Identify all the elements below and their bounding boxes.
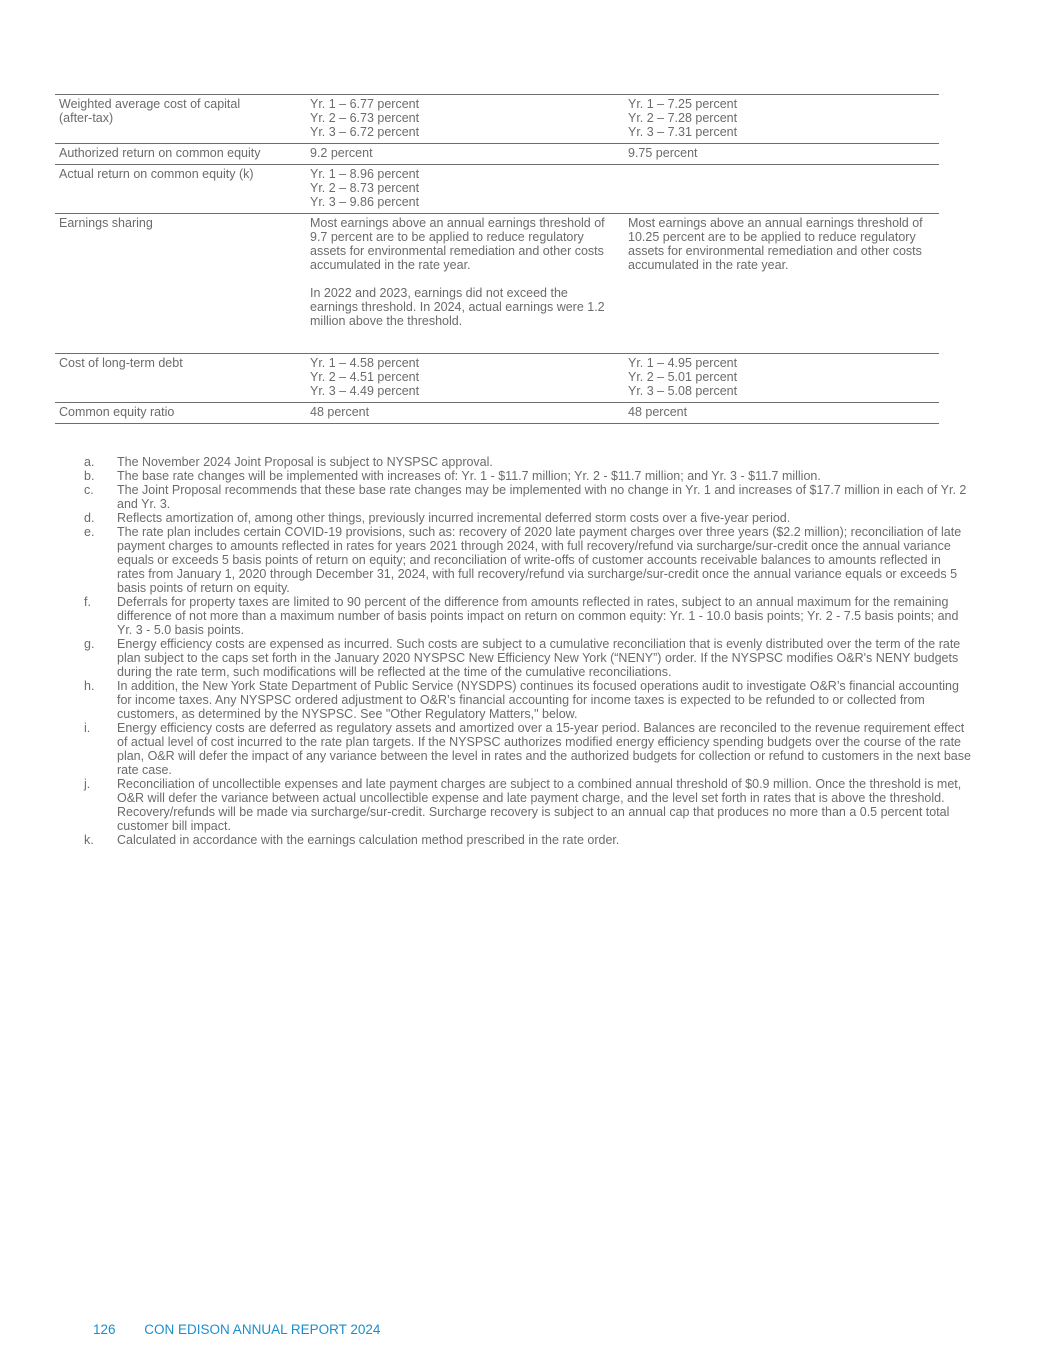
cell-col3 bbox=[624, 165, 939, 214]
row-label: Actual return on common equity (k) bbox=[55, 165, 306, 214]
footnote: b. The base rate changes will be implemented with increases of: Yr. 1 - $11.7 million; Yr. 2 - $11.7 million; and Yr. 3 - $11.7 million. bbox=[84, 469, 821, 483]
footnote: k. Calculated in accordance with the earnings calculation method prescribed in the rate order. bbox=[84, 833, 620, 847]
table-row-cost-of-debt bbox=[55, 354, 939, 403]
cell-col3: Most earnings above an annual earnings threshold of 10.25 percent are to be applied to reduce regulatory assets for environmental remediation and other costs accumulated in the rate year. bbox=[624, 214, 939, 354]
footnote: g. Energy efficiency costs are expensed as incurred. Such costs are subject to a cumulative reconciliation that is evenly distributed over the term of the rate plan subject to the caps set forth in the January 2020 NYSPSC New Efficiency New York (“NENY”) order. If the NYSPSC modifies O&R's NENY budgets during the rate term, such modifications will be reflected at the time of the cumulative reconciliations. bbox=[84, 637, 961, 679]
footnotes-list bbox=[84, 455, 972, 847]
cell-col2: Yr. 1 – 6.77 percent Yr. 2 – 6.73 percent Yr. 3 – 6.72 percent bbox=[306, 95, 624, 144]
row-label: Authorized return on common equity bbox=[55, 144, 306, 165]
row-label: Cost of long-term debt bbox=[55, 354, 306, 403]
cell-col3: 48 percent bbox=[624, 403, 939, 424]
footnote: d. Reflects amortization of, among other things, previously incurred incremental deferred storm costs over a five-year period. bbox=[84, 511, 791, 525]
page-number: 126 bbox=[93, 1322, 116, 1337]
row-label: Common equity ratio bbox=[55, 403, 306, 424]
footnote: i. Energy efficiency costs are deferred as regulatory assets and amortized over a 15-year period. Balances are reconciled to the revenue requirement effect of actual level of cost incurred to the rate plan targets. If the NYSPSC authorizes modified energy efficiency spending budgets over the course of the rate plan, O&R will defer the impact of any variance between the level in rates and the authorized budgets for collection or refund to customers in the next base rate case. bbox=[84, 721, 971, 777]
footnote: e. The rate plan includes certain COVID-19 provisions, such as: recovery of 2020 late payment charges over three years ($2.2 million); reconciliation of late payment charges to amounts reflected in rates for years 2021 through 2024, with full recovery/refund via surcharge/sur-credit once the annual variance equals or exceeds 5 basis points of return on equity; and reconciliation of write-offs of customer accounts receivable balances to amounts reflected in rates from January 1, 2020 through December 31, 2024, with full recovery/refund via surcharge/sur-credit once the annual variance equals or exceeds 5 basis points of return on equity. bbox=[84, 525, 962, 595]
footnote: f. Deferrals for property taxes are limited to 90 percent of the difference from amounts reflected in rates, subject to an annual maximum for the remaining difference of not more than a maximum number of basis points impact on return on common equity: Yr. 1 - 10.0 basis points; Yr. 2 - 7.5 basis points; and Yr. 3 - 5.0 basis points. bbox=[84, 595, 959, 637]
cell-col2: Yr. 1 – 4.58 percent Yr. 2 – 4.51 percent Yr. 3 – 4.49 percent bbox=[306, 354, 624, 403]
cell-col2: Most earnings above an annual earnings threshold of 9.7 percent are to be applied to reduce regulatory assets for environmental remediation and other costs accumulated in the rate year. In 2022 and 2023, earnings did not exceed the earnings threshold. In 2024, actual earnings were 1.2 million above the threshold. bbox=[306, 214, 624, 354]
footnote: c. The Joint Proposal recommends that these base rate changes may be implemented with no change in Yr. 1 and increases of $17.7 million in each of Yr. 2 and Yr. 3. bbox=[84, 483, 967, 511]
cell-col3: 9.75 percent bbox=[624, 144, 939, 165]
row-label: Weighted average cost of capital (after-tax) bbox=[55, 95, 306, 144]
report-title: CON EDISON ANNUAL REPORT 2024 bbox=[144, 1322, 381, 1337]
rate-plan-table bbox=[55, 94, 939, 424]
cell-col2: Yr. 1 – 8.96 percent Yr. 2 – 8.73 percent Yr. 3 – 9.86 percent bbox=[306, 165, 624, 214]
cell-col3: Yr. 1 – 4.95 percent Yr. 2 – 5.01 percent Yr. 3 – 5.08 percent bbox=[624, 354, 939, 403]
table-row-authorized-roe bbox=[55, 144, 939, 165]
footnote: a. The November 2024 Joint Proposal is subject to NYSPSC approval. bbox=[84, 455, 493, 469]
cell-col3: Yr. 1 – 7.25 percent Yr. 2 – 7.28 percent Yr. 3 – 7.31 percent bbox=[624, 95, 939, 144]
page-footer bbox=[93, 1322, 380, 1338]
table-row-equity-ratio bbox=[55, 403, 939, 424]
footnote: j. Reconciliation of uncollectible expenses and late payment charges are subject to a combined annual threshold of $0.9 million. Once the threshold is met, O&R will defer the variance between actual uncollectible expense and late payment charge, and the level set forth in rates that is above the threshold. Recovery/refunds will be made via surcharge/sur-credit. Surcharge recovery is subject to an annual cap that produces no more than a 0.5 percent total customer bill impact. bbox=[84, 777, 962, 833]
table-row-earnings-sharing bbox=[55, 214, 939, 354]
row-label: Earnings sharing bbox=[55, 214, 306, 354]
cell-col2: 9.2 percent bbox=[306, 144, 624, 165]
footnote: h. In addition, the New York State Department of Public Service (NYSDPS) continues its focused operations audit to investigate O&R’s financial accounting for income taxes. Any NYSPSC ordered adjustment to O&R’s financial accounting for income taxes is expected to be refunded to or collected from customers, as determined by the NYSPSC. See "Other Regulatory Matters," below. bbox=[84, 679, 959, 721]
table-row-actual-roe bbox=[55, 165, 939, 214]
cell-col2: 48 percent bbox=[306, 403, 624, 424]
table-row-wacc bbox=[55, 95, 939, 144]
